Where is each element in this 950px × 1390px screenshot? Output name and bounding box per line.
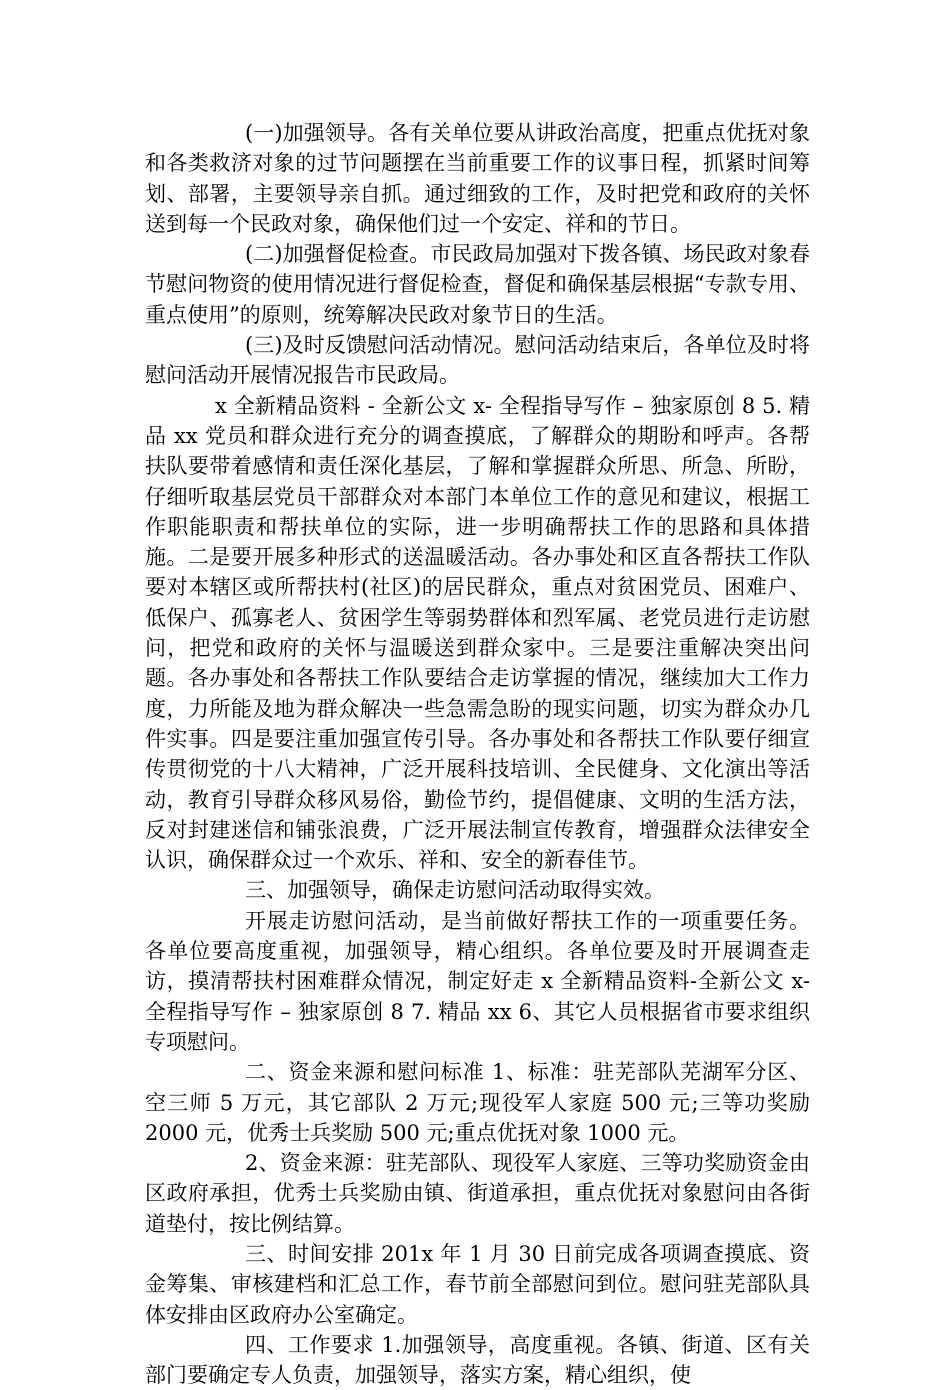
paragraph-visit-activities: x 全新精品资料 - 全新公文 x- 全程指导写作 – 独家原创 8 5. 精品 xx 党员和群众进行充分的调查摸底，了解群众的期盼和呼声。各帮扶队要带着感情和责任深化基层，了解和掌握群众所思、所急、所盼，仔细听取基层党员干部群众对本部门本单位工作的意见和建议，根据工作职能职责和帮扶单位的实际，进一步明确帮扶工作的思路和具体措施。二是要开展多种形式的送温暖活动。各办事处和区直各帮扶工作队要对本辖区或所帮扶村(社区)的居民群众，重点对贫困党员、困难户、低保户、孤寡老人、贫困学生等弱势群体和烈军属、老党员进行走访慰问，把党和政府的关怀与温暖送到群众家中。三是要注重解决突出问题。各办事处和各帮扶工作队要结合走访掌握的情况，继续加大工作力度，力所能及地为群众解决一些急需急盼的现实问题，切实为群众办几件实事。四是要注重加强宣传引导。各办事处和各帮扶工作队要仔细宣传贯彻党的十八大精神，广泛开展科技培训、全民健身、文化演出等活动，教育引导群众移风易俗，勤俭节约，提倡健康、文明的生活方法，反对封建迷信和铺张浪费，广泛开展法制宣传教育，增强群众法律安全认识，确保群众过一个欢乐、祥和、安全的新春佳节。 — [145, 393, 810, 873]
heading-ensure-results: 三、加强领导，确保走访慰问活动取得实效。 — [245, 878, 665, 903]
paragraph-timely-feedback: (三)及时反馈慰问活动情况。慰问活动结束后，各单位及时将慰问活动开展情况报告市民政局。 — [145, 333, 810, 388]
paragraph-supervision-inspection: (二)加强督促检查。市民政局加强对下拨各镇、场民政对象春节慰问物资的使用情况进行督促检查，督促和确保基层根据“专款专用、重点使用”的原则，统筹解决民政对象节日的生活。 — [145, 242, 810, 327]
document-body — [145, 118, 810, 1390]
paragraph-strengthen-leadership: (一)加强领导。各有关单位要从讲政治高度，把重点优抚对象和各类救济对象的过节问题摆在当前重要工作的议事日程，抓紧时间筹划、部署，主要领导亲自抓。通过细致的工作，及时把党和政府的关怀送到每一个民政对象，确保他们过一个安定、祥和的节日。 — [145, 121, 810, 236]
paragraph-funding-sources: 2、资金来源：驻芜部队、现役军人家庭、三等功奖励资金由区政府承担，优秀士兵奖励由镇、街道承担，重点优抚对象慰问由各街道垫付，按比例结算。 — [145, 1151, 810, 1236]
paragraph-visit-task: 开展走访慰问活动，是当前做好帮扶工作的一项重要任务。各单位要高度重视，加强领导，精心组织。各单位要及时开展调查走访，摸清帮扶村困难群众情况，制定好走 x 全新精品资料-全新公文 x-全程指导写作 – 独家原创 8 7. 精品 xx 6、其它人员根据省市要求组织专项慰问。 — [145, 908, 810, 1054]
paragraph-funding-standards: 二、资金来源和慰问标准 1、标准：驻芜部队芜湖军分区、空三师 5 万元，其它部队 2 万元;现役军人家庭 500 元;三等功奖励 2000 元，优秀士兵奖励 500 元;重点优抚对象 1000 元。 — [145, 1060, 810, 1145]
paragraph-work-requirements: 四、工作要求 1.加强领导，高度重视。各镇、街道、区有关部门要确定专人负责，加强领导，落实方案，精心组织，使 — [145, 1332, 810, 1388]
paragraph-schedule: 三、时间安排 201x 年 1 月 30 日前完成各项调查摸底、资金筹集、审核建档和汇总工作，春节前全部慰问到位。慰问驻芜部队具体安排由区政府办公室确定。 — [145, 1241, 810, 1327]
